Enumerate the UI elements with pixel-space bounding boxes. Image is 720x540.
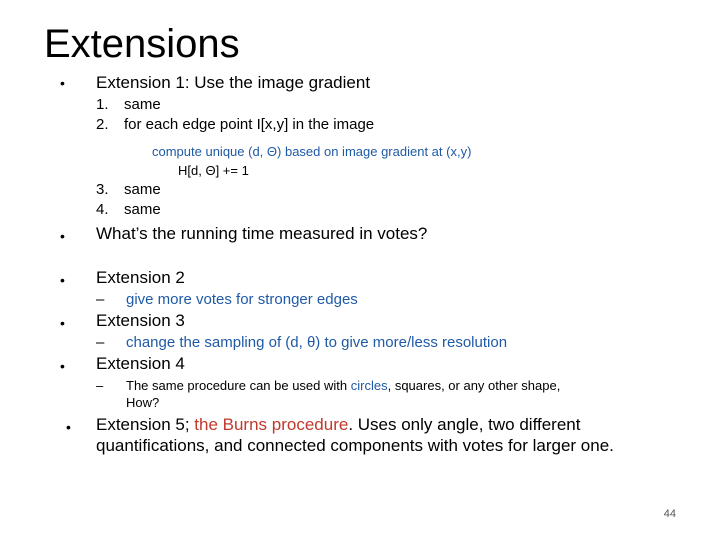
ext1-step4 bbox=[96, 200, 161, 220]
ext5-after: . Uses only angle, two different bbox=[348, 415, 581, 434]
step3-text: same bbox=[124, 181, 161, 198]
bullet-ext4: • bbox=[60, 358, 65, 374]
ext4-sub-line2: How? bbox=[126, 395, 160, 410]
ext1-step2 bbox=[96, 115, 374, 135]
step1-text: same bbox=[124, 96, 161, 113]
bullet-ext3: • bbox=[60, 315, 65, 331]
step4-number: 4. bbox=[96, 201, 109, 218]
ext4-sub bbox=[96, 377, 560, 395]
dash: – bbox=[96, 291, 105, 308]
ext3-sub bbox=[96, 333, 507, 353]
ext2-sub bbox=[96, 290, 358, 310]
step4-text: same bbox=[124, 201, 161, 218]
ext1-step3 bbox=[96, 180, 161, 200]
ext5-line2: quantifications, and connected components with votes for larger one. bbox=[96, 436, 614, 455]
bullet-ext5: • bbox=[66, 419, 71, 435]
ext4-sub-circles: circles bbox=[350, 378, 388, 393]
step3-number: 3. bbox=[96, 181, 109, 198]
step2-text: for each edge point I[x,y] in the image bbox=[124, 116, 375, 133]
page-number: 44 bbox=[663, 508, 676, 520]
bullet-question: • bbox=[60, 228, 65, 244]
step1-number: 1. bbox=[96, 96, 109, 113]
ext1-step1 bbox=[96, 95, 161, 115]
bullet-ext2: • bbox=[60, 272, 65, 288]
ext2-label: Extension 2 bbox=[96, 268, 185, 287]
step2-number: 2. bbox=[96, 116, 109, 133]
ext3-sub-text: change the sampling of (d, θ) to give more/less resolution bbox=[126, 334, 508, 351]
ext1-label: Extension 1: Use the image gradient bbox=[96, 73, 371, 92]
ext4-sub-after: , squares, or any other shape, bbox=[387, 378, 561, 393]
accumulate-line: H[d, Θ] += 1 bbox=[178, 163, 249, 178]
dash: – bbox=[96, 334, 105, 351]
ext4-label: Extension 4 bbox=[96, 354, 185, 373]
dash: – bbox=[96, 378, 104, 393]
ext2-sub-text: give more votes for stronger edges bbox=[126, 291, 358, 308]
bullet-ext1: • bbox=[60, 75, 65, 91]
question-text: What’s the running time measured in votes? bbox=[96, 224, 428, 243]
burns-procedure: the Burns procedure bbox=[194, 415, 349, 434]
ext5-before: Extension 5; bbox=[96, 415, 195, 434]
slide-title: Extensions bbox=[44, 22, 240, 66]
compute-line: compute unique (d, Θ) based on image gradient at (x,y) bbox=[152, 144, 472, 159]
ext5-line1 bbox=[96, 414, 580, 436]
ext3-label: Extension 3 bbox=[96, 311, 185, 330]
ext4-sub-before: The same procedure can be used with bbox=[126, 378, 351, 393]
